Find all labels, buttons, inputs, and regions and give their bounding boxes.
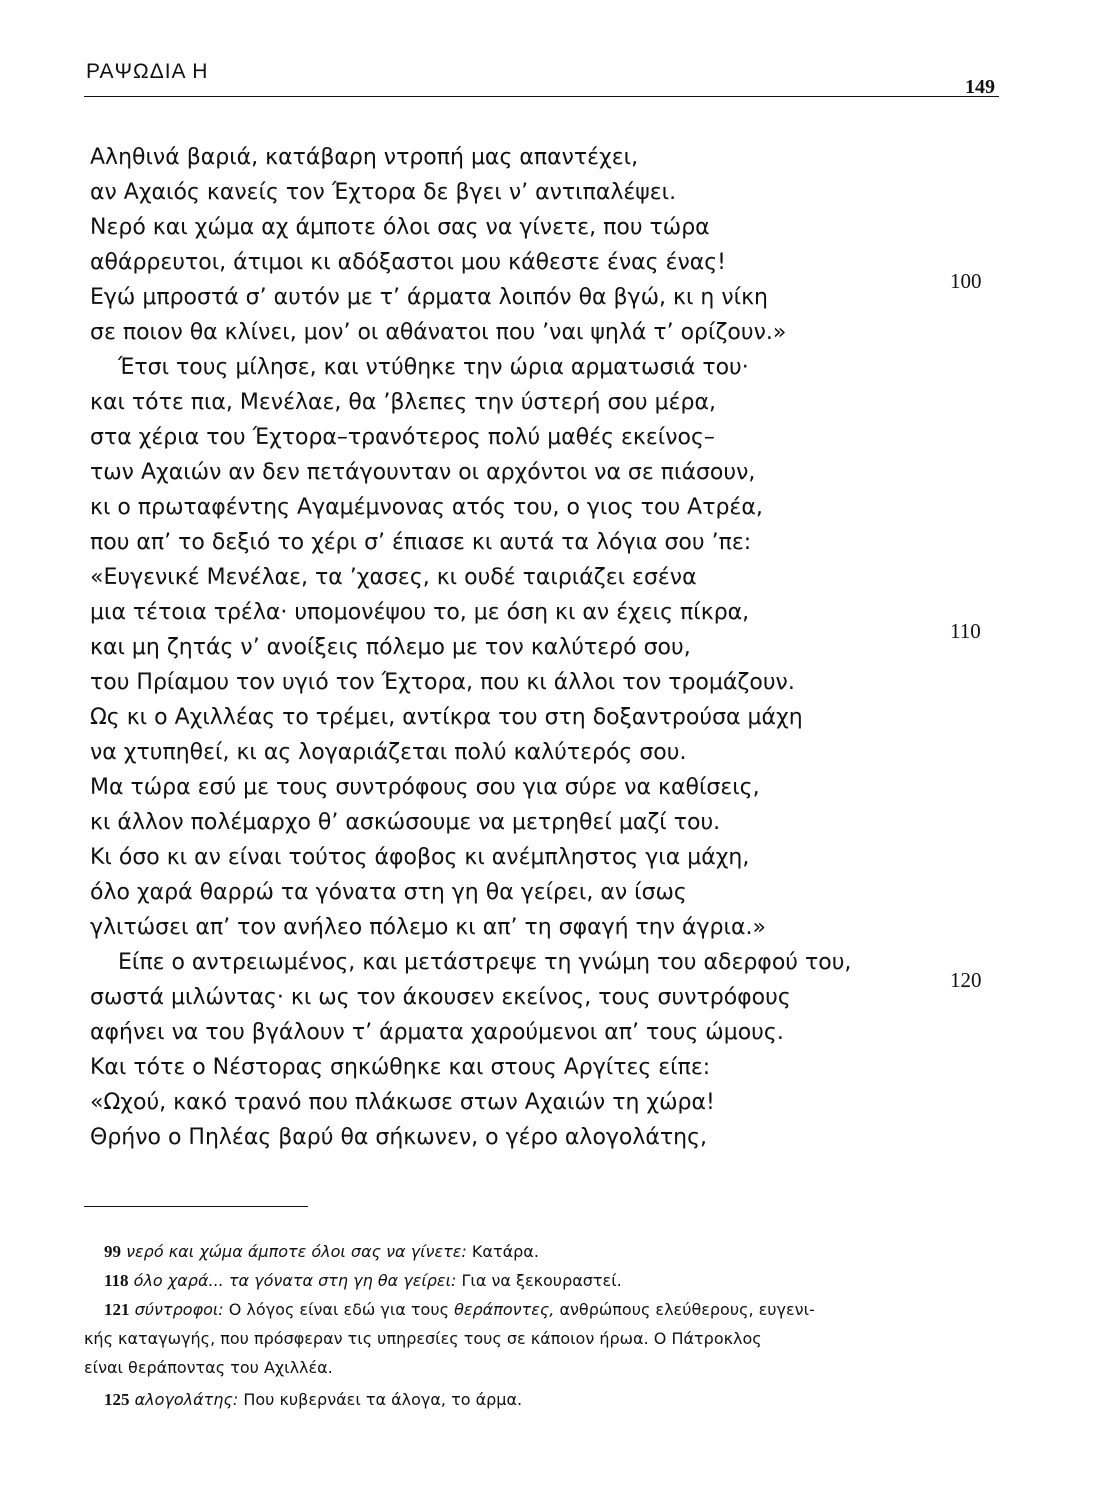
verse-line: αν Αχαιός κανείς τον Έχτορα δε βγει ν’ αντιπαλέψει. [90,180,677,205]
footnote-text: Για να ξεκουραστεί. [461,1271,622,1290]
verse-line: μια τέτοια τρέλα· υπομονέψου το, με όση κι αν έχεις πίκρα, [90,600,750,625]
line-number: 110 [950,619,981,643]
verse-line: Έτσι τους μίλησε, και ντύθηκε την ώρια αρματωσιά του· [118,355,749,380]
footnote-lemma: θεράποντες, [454,1300,555,1319]
verse-line: σωστά μιλώντας· κι ως τον άκουσεν εκείνος, τους συντρόφους [90,985,791,1010]
footnote-number: 121 [104,1300,130,1319]
footnote-number: 118 [104,1271,129,1290]
footnote-text: ανθρώπους ελεύθερους, ευγενι- [559,1300,815,1319]
line-number: 100 [950,269,982,293]
verse-line: «Ευγενικέ Μενέλαε, τα ’χασες, κι ουδέ ταιριάζει εσένα [90,565,697,590]
footnote-text: Που κυβερνάει τα άλογα, το άρμα. [243,1390,523,1409]
footnote-lemma: αλογολάτης: [134,1390,239,1409]
footnote-lemma: όλο χαρά... τα γόνατα στη γη θα γείρει: [133,1271,457,1290]
verse-line: Νερό και χώμα αχ άμποτε όλοι σας να γίνετε, που τώρα [90,215,710,240]
verse-line: Αληθινά βαριά, κατάβαρη ντροπή μας απαντέχει, [90,145,639,170]
footnote [104,1387,522,1413]
verse-line: γλιτώσει απ’ τον ανήλεο πόλεμο κι απ’ τη σφαγή την άγρια.» [90,915,766,940]
chapter-title: ΡΑΨΩΔΙΑ Η [86,60,209,83]
verse-line: Ως κι ο Αχιλλέας το τρέμει, αντίκρα του στη δοξαντρούσα μάχη [90,705,803,730]
verse-line: Κι όσο κι αν είναι τούτος άφοβος κι ανέμπληστος για μάχη, [90,845,750,870]
footnote-number: 125 [104,1390,130,1409]
footnote-lemma: νερό και χώμα άμποτε όλοι σας να γίνετε: [126,1242,467,1261]
footnote-lemma: σύντροφοι: [134,1300,224,1319]
footnote [104,1268,622,1294]
footnote [104,1297,815,1323]
verse-line: Μα τώρα εσύ με τους συντρόφους σου για σύρε να καθίσεις, [90,775,760,800]
verse-line: κι άλλον πολέμαρχο θ’ ασκώσουμε να μετρηθεί μαζί του. [90,810,721,835]
verse-line: που απ’ το δεξιό το χέρι σ’ έπιασε κι αυτά τα λόγια σου ’πε: [90,530,752,555]
verse-line: στα χέρια του Έχτορα–τρανότερος πολύ μαθές εκείνος– [90,425,715,450]
footnote-text: Κατάρα. [471,1242,539,1261]
verse-line: Εγώ μπροστά σ’ αυτόν με τ’ άρματα λοιπόν θα βγώ, κι η νίκη [90,285,768,310]
verse-line: και μη ζητάς ν’ ανοίξεις πόλεμο με τον καλύτερό σου, [90,635,691,660]
footnote [104,1239,539,1265]
footnote-text: Ο λόγος είναι εδώ για τους [228,1300,449,1319]
verse-line: όλο χαρά θαρρώ τα γόνατα στη γη θα γείρει, αν ίσως [90,880,687,905]
line-number: 120 [950,968,982,992]
verse-line: και τότε πια, Μενέλαε, θα ’βλεπες την ύστερή σου μέρα, [90,390,716,415]
verse-line: αφήνει να του βγάλουν τ’ άρματα χαρούμενοι απ’ τους ώμους. [90,1020,784,1045]
verse-line: να χτυπηθεί, κι ας λογαριάζεται πολύ καλύτερός σου. [90,740,687,765]
footnote-continuation: είναι θεράποντας του Αχιλλέα. [84,1358,333,1377]
verse-line: αθάρρευτοι, άτιμοι κι αδόξαστοι μου κάθεστε ένας ένας! [90,250,726,275]
verse-line: του Πρίαμου τον υγιό τον Έχτορα, που κι άλλοι τον τρομάζουν. [90,670,795,695]
verse-line: κι ο πρωταφέντης Αγαμέμνονας ατός του, ο γιος του Ατρέα, [90,495,763,520]
page-number: 149 [965,76,995,98]
verse-line: Και τότε ο Νέστορας σηκώθηκε και στους Αργίτες είπε: [90,1055,711,1080]
footnote-number: 99 [104,1242,121,1261]
footnote-rule [84,1206,308,1207]
verse-line: Είπε ο αντρειωμένος, και μετάστρεψε τη γνώμη του αδερφού του, [118,950,852,975]
verse-line: σε ποιον θα κλίνει, μον’ οι αθάνατοι που ’ναι ψηλά τ’ ορίζουν.» [90,320,787,345]
verse-line: των Αχαιών αν δεν πετάγουνταν οι αρχόντοι να σε πιάσουν, [90,460,756,485]
verse-line: Θρήνο ο Πηλέας βαρύ θα σήκωνεν, ο γέρο αλογολάτης, [90,1125,707,1150]
header-rule [84,96,999,97]
footnote-continuation: κής καταγωγής, που πρόσφεραν τις υπηρεσίες τους σε κάποιον ήρωα. Ο Πάτροκλος [84,1329,762,1348]
verse-line: «Ωχού, κακό τρανό που πλάκωσε στων Αχαιών τη χώρα! [90,1090,715,1115]
